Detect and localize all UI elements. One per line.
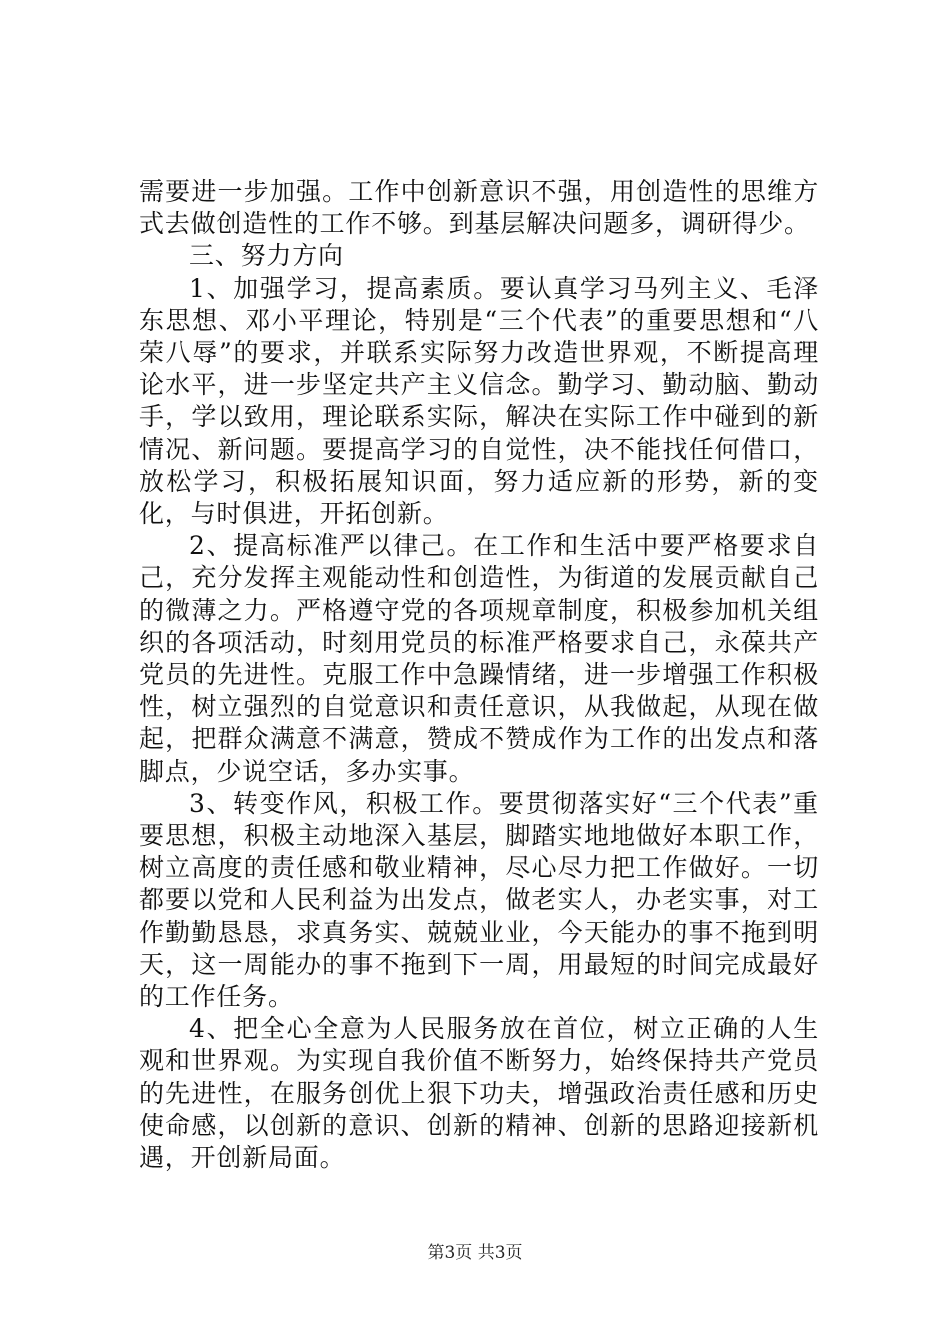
paragraph-continuation: 需要进一步加强。工作中创新意识不强，用创造性的思维方式去做创造性的工作不够。到基层解决问题多，调研得少。 <box>139 177 819 239</box>
paragraph-item-1: 1、加强学习，提高素质。要认真学习马列主义、毛泽东思想、邓小平理论，特别是“三个代表”的重要思想和“八荣八辱”的要求，并联系实际努力改造世界观，不断提高理论水平，进一步坚定共产主义信念。勤学习、勤动脑、勤动手，学以致用，理论联系实际，解决在实际工作中碰到的新情况、新问题。要提高学习的自觉性，决不能找任何借口，放松学习，积极拓展知识面，努力适应新的形势，新的变化，与时俱进，开拓创新。 <box>139 273 819 529</box>
section-heading: 三、努力方向 <box>189 241 344 271</box>
paragraph-item-4: 4、把全心全意为人民服务放在首位，树立正确的人生观和世界观。为实现自我价值不断努力，始终保持共产党员的先进性，在服务创优上狠下功夫，增强政治责任感和历史使命感，以创新的意识、创新的精神、创新的思路迎接新机遇，开创新局面。 <box>139 1014 819 1173</box>
page-footer <box>0 1242 950 1264</box>
paragraph-item-3: 3、转变作风，积极工作。要贯彻落实好“三个代表”重要思想，积极主动地深入基层，脚踏实地地做好本职工作，树立高度的责任感和敬业精神，尽心尽力把工作做好。一切都要以党和人民利益为出发点，做老实人，办老实事，对工作勤勤恳恳，求真务实、兢兢业业，今天能办的事不拖到明天，这一周能办的事不拖到下一周，用最短的时间完成最好的工作任务。 <box>139 788 819 1012</box>
paragraph-item-2: 2、提高标准严以律己。在工作和生活中要严格要求自己，充分发挥主观能动性和创造性，为街道的发展贡献自己的微薄之力。严格遵守党的各项规章制度，积极参加机关组织的各项活动，时刻用党员的标准严格要求自己，永葆共产党员的先进性。克服工作中急躁情绪，进一步增强工作积极性，树立强烈的自觉意识和责任意识，从我做起，从现在做起，把群众满意不满意，赞成不赞成作为工作的出发点和落脚点，少说空话，多办实事。 <box>139 531 819 786</box>
document-body <box>139 176 819 1174</box>
page-number: 第3页 共3页 <box>427 1243 523 1263</box>
